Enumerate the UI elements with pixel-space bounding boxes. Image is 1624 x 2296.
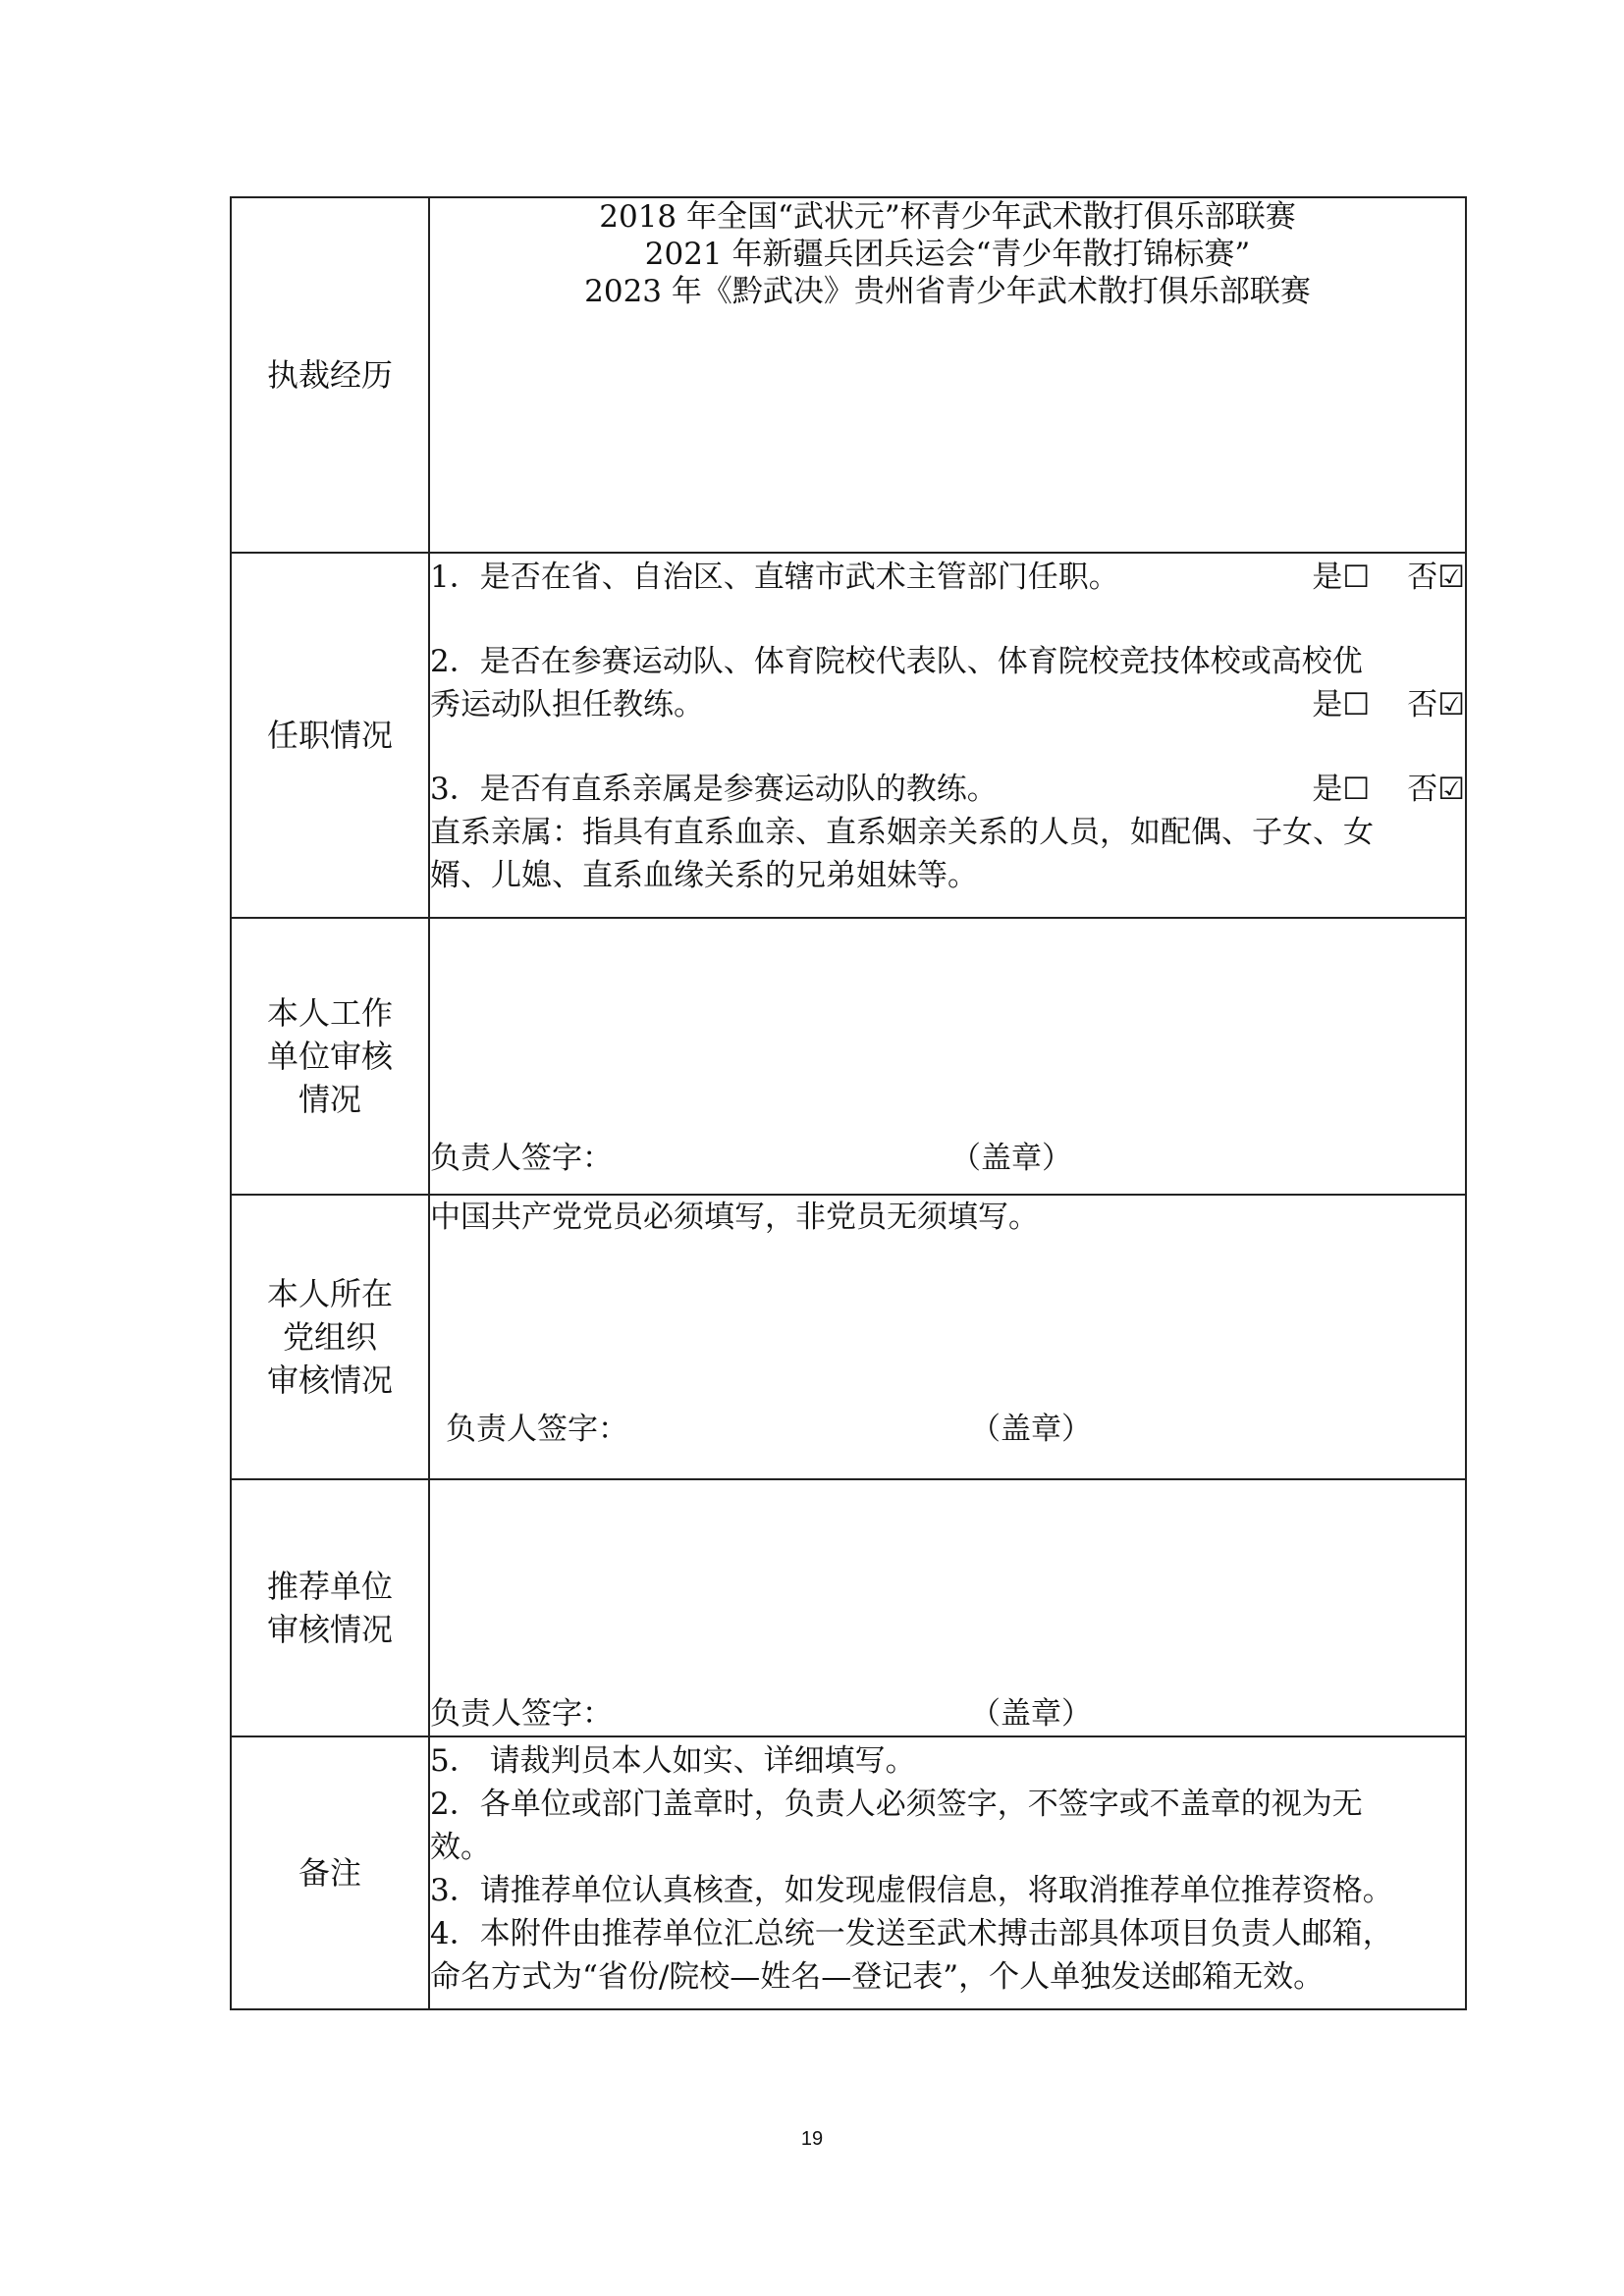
work-unit-row xyxy=(231,918,1466,1195)
q2-no-checkbox[interactable]: 否☑ xyxy=(1407,687,1465,722)
remark-line: 2．各单位或部门盖章时，负责人必须签字，不签字或不盖章的视为无 xyxy=(430,1787,1363,1822)
party-content xyxy=(429,1195,1466,1479)
position-content xyxy=(429,553,1466,918)
relative-note-line-2: 婿、儿媳、直系血缘关系的兄弟姐妹等。 xyxy=(430,858,978,893)
registration-form-table xyxy=(230,196,1467,2010)
page-number: 19 xyxy=(800,2128,824,2150)
recommend-row xyxy=(231,1479,1466,1736)
relative-note-line-1: 直系亲属：指具有直系血亲、直系姻亲关系的人员，如配偶、子女、女 xyxy=(430,815,1374,850)
question-2-line-2: 秀运动队担任教练。 是☐ 否☑ xyxy=(430,683,1465,726)
party-signature: 负责人签字： （盖章） xyxy=(446,1408,1092,1451)
experience-content xyxy=(429,197,1466,553)
party-note: 中国共产党党员必须填写，非党员无须填写。 xyxy=(430,1200,1039,1235)
recommend-seal: （盖章） xyxy=(970,1696,1092,1732)
work-unit-seal: （盖章） xyxy=(950,1141,1072,1176)
question-2-line-1: 2．是否在参赛运动队、体育院校代表队、体育院校竞技体校或高校优 xyxy=(430,644,1363,679)
work-unit-signature: 负责人签字： （盖章） xyxy=(430,1137,1465,1194)
remarks-row xyxy=(231,1736,1466,2009)
q2-yes-checkbox[interactable]: 是☐ xyxy=(1312,687,1371,722)
q1-yes-checkbox[interactable]: 是☐ xyxy=(1312,560,1371,595)
remarks-content xyxy=(429,1736,1466,2009)
q1-no-checkbox[interactable]: 否☑ xyxy=(1407,560,1465,595)
experience-line: 2023 年《黔武决》贵州省青少年武术散打俱乐部联赛 xyxy=(584,274,1311,309)
party-label: 本人所在 党组织 审核情况 xyxy=(231,1195,429,1479)
q3-yes-checkbox[interactable]: 是☐ xyxy=(1312,772,1371,807)
recommend-label: 推荐单位 审核情况 xyxy=(231,1479,429,1736)
question-1: 1．是否在省、自治区、直辖市武术主管部门任职。 是☐ 否☑ xyxy=(430,556,1465,599)
position-row xyxy=(231,553,1466,918)
experience-line: 2018 年全国“武状元”杯青少年武术散打俱乐部联赛 xyxy=(599,199,1296,235)
recommend-content xyxy=(429,1479,1466,1736)
remark-line: 5． 请裁判员本人如实、详细填写。 xyxy=(430,1743,916,1779)
work-unit-content xyxy=(429,918,1466,1195)
experience-row xyxy=(231,197,1466,553)
remark-line: 效。 xyxy=(430,1830,491,1865)
question-3: 3．是否有直系亲属是参赛运动队的教练。 是☐ 否☑ xyxy=(430,768,1465,811)
work-unit-label: 本人工作 单位审核 情况 xyxy=(231,918,429,1195)
party-row xyxy=(231,1195,1466,1479)
remark-line: 4．本附件由推荐单位汇总统一发送至武术搏击部具体项目负责人邮箱， xyxy=(430,1916,1393,1951)
recommend-signature: 负责人签字： （盖章） xyxy=(430,1692,1465,1735)
position-label: 任职情况 xyxy=(231,553,429,918)
party-seal: （盖章） xyxy=(970,1412,1092,1447)
experience-line: 2021 年新疆兵团兵运会“青少年散打锦标赛” xyxy=(644,237,1251,272)
remark-line: 命名方式为“省份/院校—姓名—登记表”，个人单独发送邮箱无效。 xyxy=(430,1959,1325,1995)
q3-no-checkbox[interactable]: 否☑ xyxy=(1407,772,1465,807)
remarks-label: 备注 xyxy=(231,1736,429,2009)
remark-line: 3．请推荐单位认真核查，如发现虚假信息，将取消推荐单位推荐资格。 xyxy=(430,1873,1393,1908)
experience-label: 执裁经历 xyxy=(231,197,429,553)
